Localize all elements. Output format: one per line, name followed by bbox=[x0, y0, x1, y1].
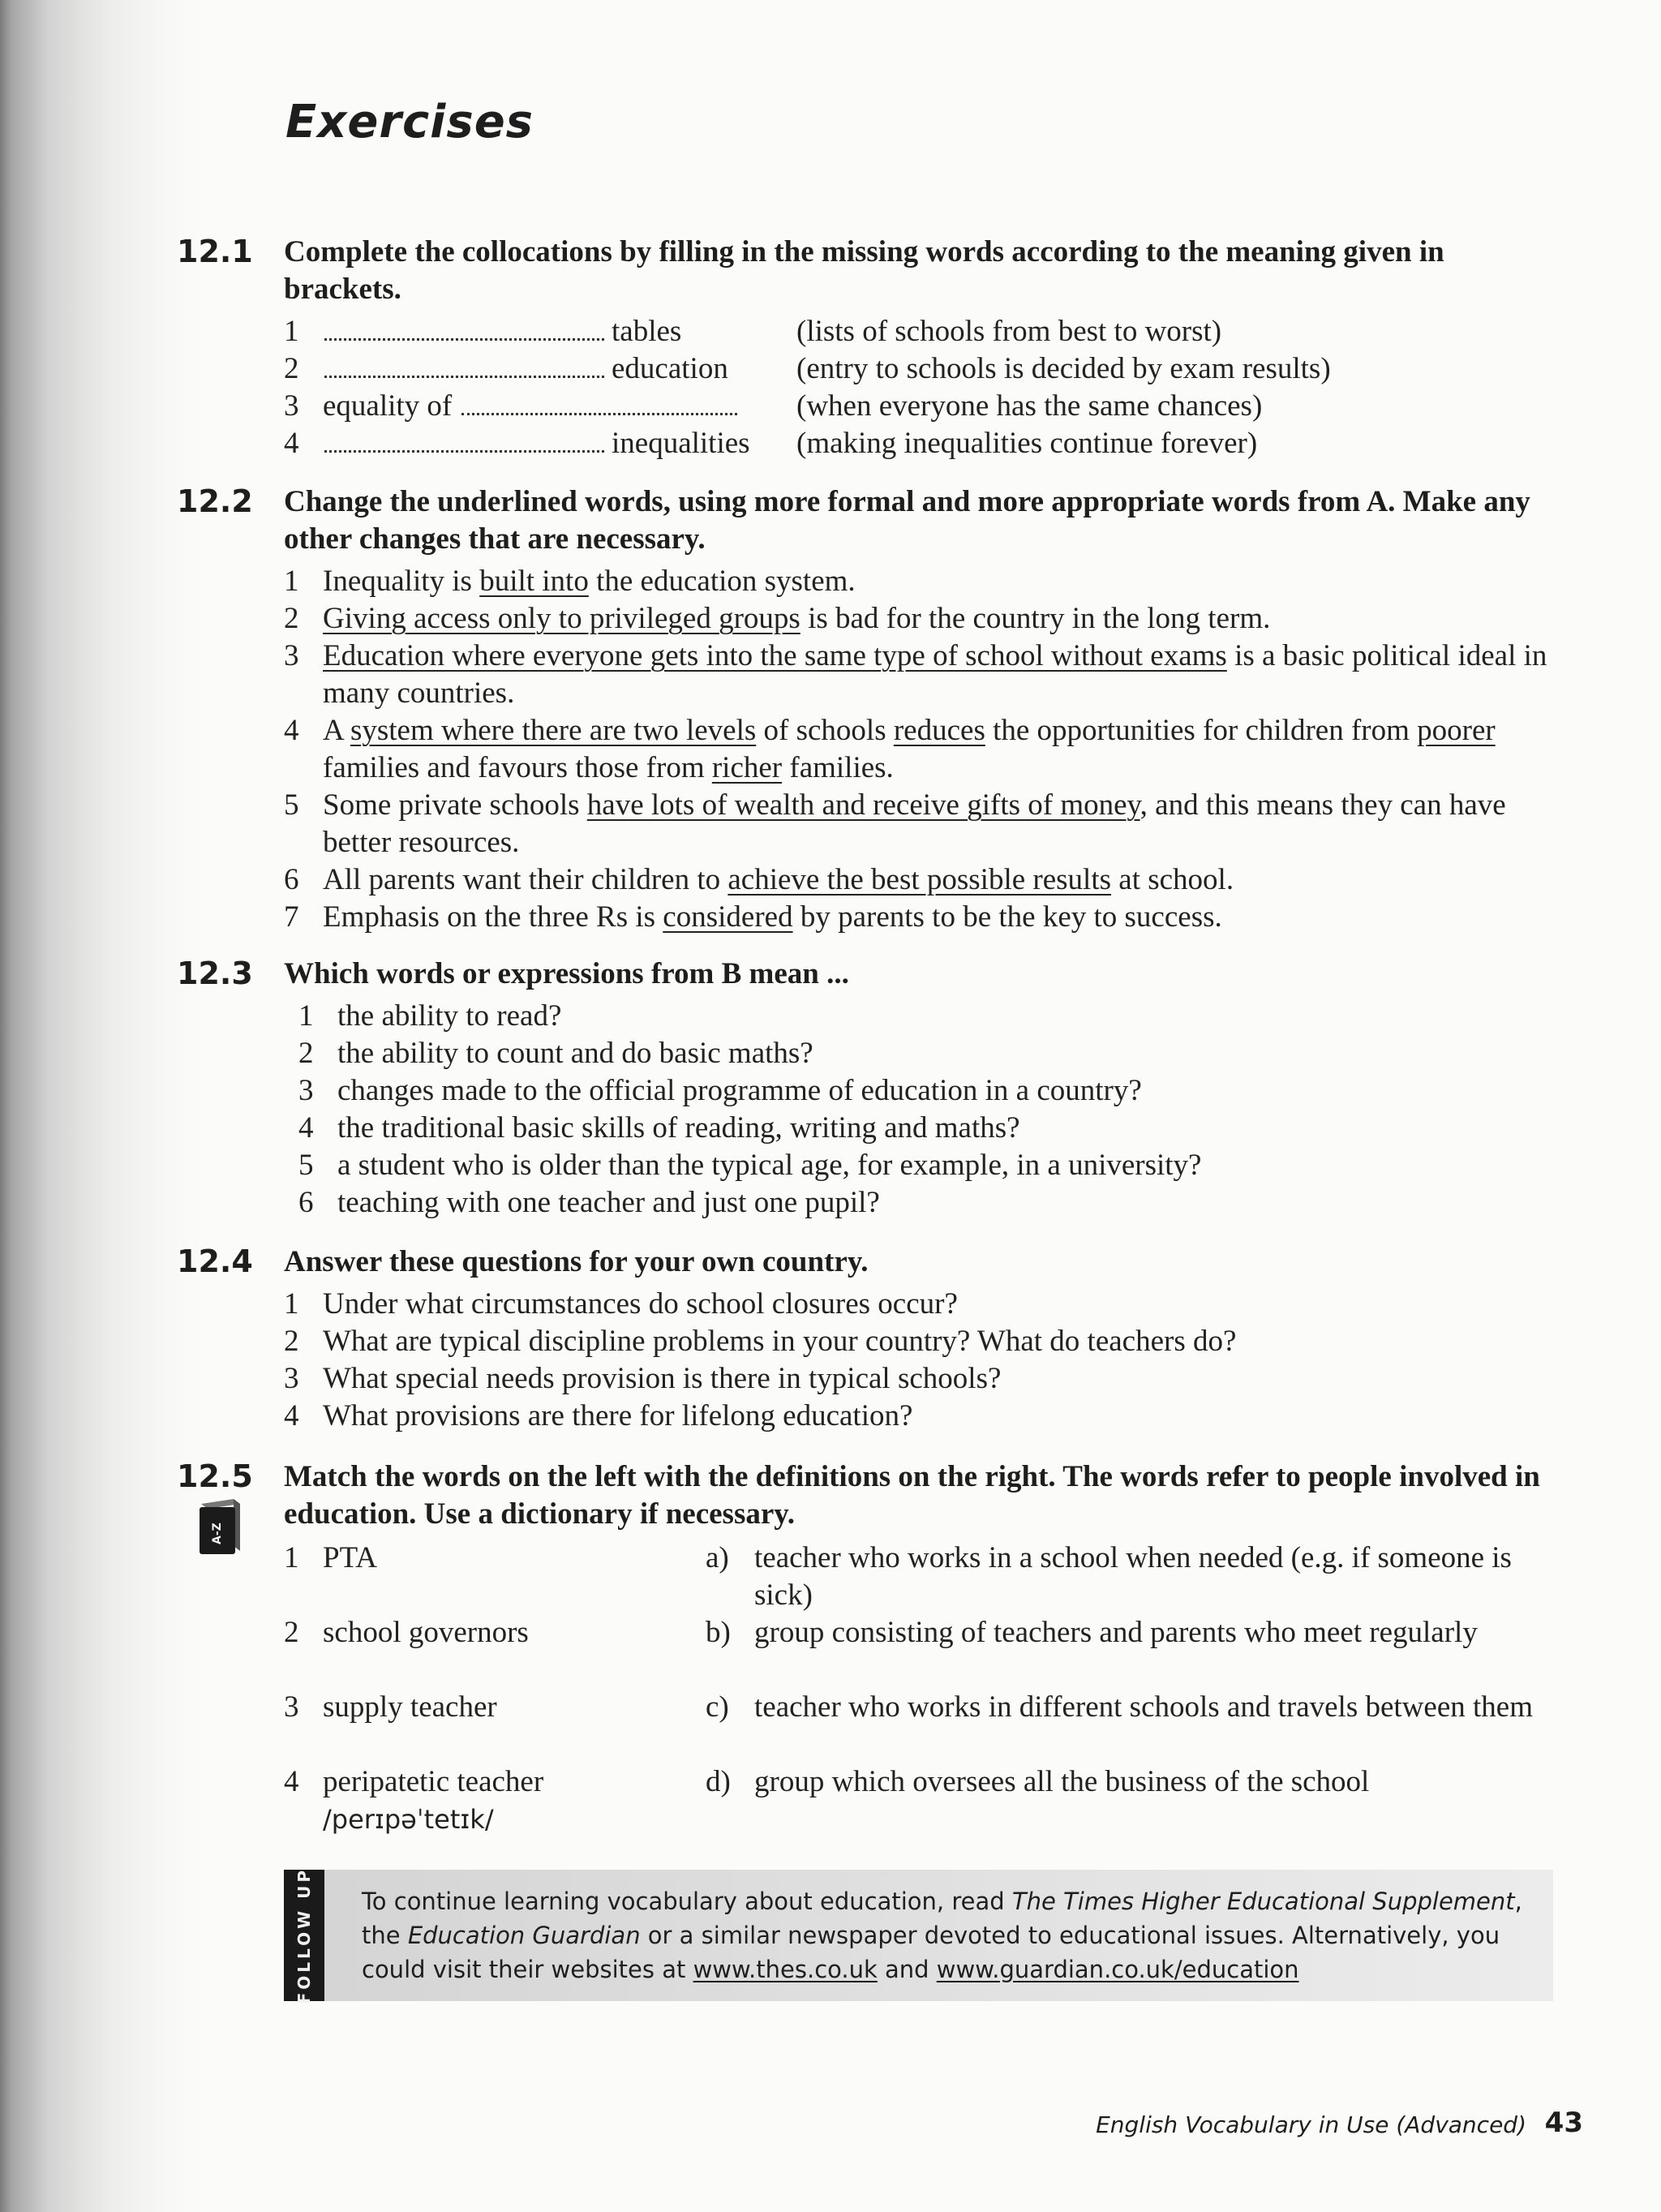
page-title: Exercises bbox=[285, 96, 534, 148]
question-item bbox=[298, 1184, 1565, 1222]
item-number: 6 bbox=[284, 863, 299, 896]
exercise-number: 12.2 bbox=[177, 483, 253, 519]
item-number: 3 bbox=[284, 1362, 299, 1395]
item-number: 3 bbox=[284, 1690, 299, 1724]
item-number: 2 bbox=[284, 1325, 299, 1358]
sentence-item bbox=[284, 712, 1565, 787]
sentence-text: families. bbox=[782, 751, 894, 784]
sentence-item bbox=[284, 787, 1565, 861]
underlined-phrase: Education where everyone gets into the same type of school without exams bbox=[323, 639, 1227, 672]
page-number: 43 bbox=[1544, 2107, 1583, 2139]
publication-title: Education Guardian bbox=[407, 1922, 641, 1949]
follow-up-label: FOLLOW UP bbox=[294, 1866, 314, 2004]
exercise-instruction: Match the words on the left with the definitions on the right. The words refer to people involved in education. Use a dictionary if necessary. bbox=[284, 1460, 1540, 1531]
exercise-number: 12.5 bbox=[177, 1458, 253, 1494]
given-word: inequalities bbox=[612, 427, 750, 460]
collocation-item bbox=[284, 388, 1565, 425]
meaning-hint: (making inequalities continue forever) bbox=[796, 427, 1258, 460]
term: school governors bbox=[323, 1616, 529, 1649]
item-number: 5 bbox=[284, 788, 299, 822]
question-item bbox=[298, 1147, 1565, 1184]
definition-text: teacher who works in a school when needed (e.g. if someone is sick) bbox=[754, 1541, 1512, 1612]
page-footer bbox=[1097, 2107, 1583, 2139]
question-text: What special needs provision is there in typical schools? bbox=[323, 1362, 1002, 1395]
given-word: tables bbox=[612, 315, 682, 348]
question-text: What are typical discipline problems in your country? What do teachers do? bbox=[323, 1325, 1237, 1358]
sentence-text: families and favours those from bbox=[323, 751, 712, 784]
question-text: a student who is older than the typical age, for example, in a university? bbox=[337, 1149, 1202, 1182]
item-number: 2 bbox=[284, 1616, 299, 1649]
question-item bbox=[298, 1035, 1565, 1072]
collocation-item bbox=[284, 425, 1565, 462]
sentence-item bbox=[284, 600, 1565, 638]
question-item bbox=[284, 1398, 1565, 1435]
sentence-item bbox=[284, 638, 1565, 712]
item-number: 1 bbox=[284, 1287, 299, 1321]
question-text: teaching with one teacher and just one pupil? bbox=[337, 1186, 880, 1219]
underlined-phrase: built into bbox=[479, 565, 589, 598]
sentence-text: Some private schools bbox=[323, 788, 587, 822]
exercise-number: 12.1 bbox=[177, 234, 253, 269]
underlined-phrase: poorer bbox=[1417, 714, 1496, 747]
item-number: 3 bbox=[298, 1074, 314, 1107]
exercise-number: 12.4 bbox=[177, 1243, 253, 1279]
item-number: 2 bbox=[284, 602, 299, 635]
publication-title: The Times Higher Educational Supplement bbox=[1011, 1888, 1515, 1915]
exercise-instruction: Answer these questions for your own country. bbox=[284, 1245, 869, 1278]
follow-up-sentence: and bbox=[877, 1956, 937, 1983]
meaning-hint: (lists of schools from best to worst) bbox=[796, 315, 1222, 348]
question-item bbox=[284, 1323, 1565, 1360]
follow-up-sentence: or a similar newspaper devoted to educational issues. Alternatively, you could visit their websites at bbox=[362, 1922, 1500, 1983]
item-number: 1 bbox=[284, 315, 299, 348]
definition-letter: a) bbox=[706, 1541, 729, 1574]
sentence-item bbox=[284, 563, 1565, 600]
sentence-text: at school. bbox=[1111, 863, 1234, 896]
definition-text: teacher who works in different schools and travels between them bbox=[754, 1690, 1533, 1724]
question-text: What provisions are there for lifelong education? bbox=[323, 1399, 913, 1432]
item-number: 3 bbox=[284, 389, 299, 423]
blank-field[interactable] bbox=[324, 426, 604, 453]
meaning-hint: (when everyone has the same chances) bbox=[796, 389, 1263, 423]
follow-up-box bbox=[284, 1866, 1553, 2004]
pronunciation: /perɪpəˈtetɪk/ bbox=[323, 1804, 494, 1835]
definition-letter: d) bbox=[706, 1765, 731, 1798]
sentence-text: Inequality is bbox=[323, 565, 480, 598]
blank-field[interactable] bbox=[324, 351, 604, 378]
given-word: education bbox=[612, 352, 728, 385]
meaning-hint: (entry to schools is decided by exam results) bbox=[796, 352, 1331, 385]
sentence-text: the education system. bbox=[588, 565, 856, 598]
exercise-number: 12.3 bbox=[177, 956, 253, 991]
sentence-item bbox=[284, 899, 1565, 936]
sentence-text: A bbox=[323, 714, 350, 747]
term: PTA bbox=[323, 1541, 377, 1574]
follow-up-text bbox=[362, 1884, 1530, 1987]
item-number: 5 bbox=[298, 1149, 314, 1182]
item-number: 1 bbox=[284, 1541, 299, 1574]
matching-table bbox=[284, 1540, 1565, 1880]
term: peripatetic teacher bbox=[323, 1765, 544, 1798]
item-number: 3 bbox=[284, 639, 299, 672]
definition-text: group which oversees all the business of the school bbox=[754, 1765, 1370, 1798]
given-word: equality of bbox=[323, 389, 453, 423]
definition-text: group consisting of teachers and parents who meet regularly bbox=[754, 1616, 1478, 1649]
underlined-phrase: Giving access only to privileged groups bbox=[323, 602, 800, 635]
sentence-text: of schools bbox=[756, 714, 894, 747]
collocation-item bbox=[284, 313, 1565, 350]
sentence-text: by parents to be the key to success. bbox=[792, 900, 1222, 934]
item-number: 4 bbox=[298, 1111, 314, 1145]
question-item bbox=[298, 1110, 1565, 1147]
exercise-instruction: Change the underlined words, using more formal and more appropriate words from A. Make any other changes that are necessary. bbox=[284, 485, 1530, 556]
question-text: the ability to count and do basic maths? bbox=[337, 1037, 813, 1070]
underlined-phrase: achieve the best possible results bbox=[727, 863, 1112, 896]
question-text: Under what circumstances do school closures occur? bbox=[323, 1287, 958, 1321]
sentence-text: , and this means they can have better resources. bbox=[323, 788, 1506, 859]
sentence-text: is bad for the country in the long term. bbox=[800, 602, 1271, 635]
website-link-thes[interactable]: www.thes.co.uk bbox=[693, 1956, 878, 1983]
sentence-text: is a basic political ideal in many countries. bbox=[323, 639, 1547, 710]
underlined-phrase: have lots of wealth and receive gifts of money bbox=[586, 788, 1140, 822]
follow-up-sentence: To continue learning vocabulary about education, read bbox=[362, 1888, 1012, 1915]
sentence-text: All parents want their children to bbox=[323, 863, 728, 896]
exercise-instruction: Complete the collocations by filling in the missing words according to the meaning given in brackets. bbox=[284, 235, 1444, 306]
collocation-item bbox=[284, 350, 1565, 388]
term: supply teacher bbox=[323, 1690, 497, 1724]
item-number: 7 bbox=[284, 900, 299, 934]
sentence-item bbox=[284, 861, 1565, 899]
item-number: 4 bbox=[284, 714, 299, 747]
blank-field[interactable] bbox=[324, 314, 604, 341]
exercise-instruction: Which words or expressions from B mean ... bbox=[284, 957, 849, 990]
item-number: 4 bbox=[284, 1399, 299, 1432]
website-link-guardian[interactable]: www.guardian.co.uk/education bbox=[936, 1956, 1299, 1983]
underlined-phrase: reduces bbox=[893, 714, 985, 747]
question-text: the traditional basic skills of reading, writing and maths? bbox=[337, 1111, 1020, 1145]
follow-up-tab bbox=[284, 1866, 324, 2004]
item-number: 6 bbox=[298, 1186, 314, 1219]
sentence-text: Emphasis on the three Rs is bbox=[323, 900, 663, 934]
question-item bbox=[284, 1360, 1565, 1398]
sentence-text: the opportunities for children from bbox=[985, 714, 1418, 747]
definition-letter: b) bbox=[706, 1616, 731, 1649]
blank-field[interactable] bbox=[461, 389, 737, 415]
item-number: 2 bbox=[284, 352, 299, 385]
question-text: changes made to the official programme of education in a country? bbox=[337, 1074, 1142, 1107]
book-binding-shadow bbox=[0, 0, 203, 2212]
item-number: 4 bbox=[284, 1765, 299, 1798]
follow-up-sentence: , the bbox=[362, 1888, 1522, 1949]
underlined-phrase: considered bbox=[663, 900, 793, 934]
question-text: the ability to read? bbox=[337, 999, 562, 1033]
question-item bbox=[298, 998, 1565, 1035]
underlined-phrase: system where there are two levels bbox=[350, 714, 757, 747]
item-number: 4 bbox=[284, 427, 299, 460]
question-item bbox=[284, 1286, 1565, 1323]
definition-letter: c) bbox=[706, 1690, 729, 1724]
az-label: A-Z bbox=[211, 1523, 224, 1544]
underlined-phrase: richer bbox=[711, 751, 783, 784]
item-number: 1 bbox=[298, 999, 314, 1033]
dictionary-book-icon bbox=[195, 1497, 242, 1556]
question-item bbox=[298, 1072, 1565, 1110]
book-title: English Vocabulary in Use (Advanced) bbox=[1096, 2111, 1526, 2138]
item-number: 1 bbox=[284, 565, 299, 598]
item-number: 2 bbox=[298, 1037, 314, 1070]
